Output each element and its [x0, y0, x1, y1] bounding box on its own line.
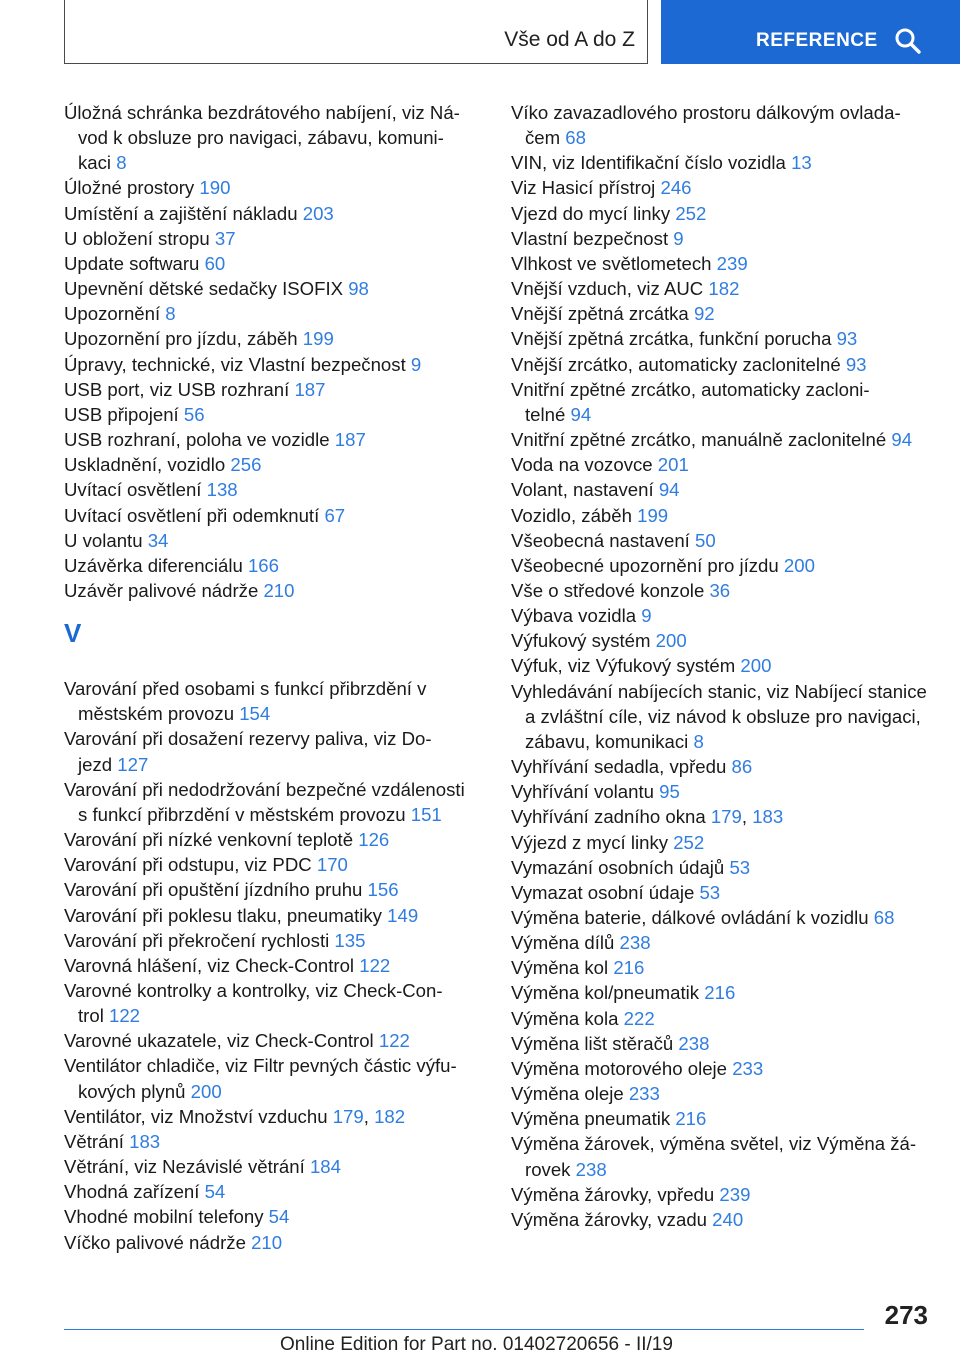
page-ref-link[interactable]: 210: [263, 579, 295, 601]
entry-text: Úložné prostory: [64, 177, 200, 199]
page-ref-link[interactable]: 122: [109, 1005, 141, 1027]
index-entry: [511, 477, 936, 502]
entry-text: Úpravy, technické, viz Vlastní bezpečnost: [64, 353, 411, 375]
page-ref-link[interactable]: 210: [251, 1231, 283, 1253]
index-entry: [511, 603, 936, 628]
entry-text: Vnější zpětná zrcátka, funkční porucha: [511, 328, 837, 350]
entry-text: Varovné ukazatele, viz Check-Control: [64, 1030, 379, 1052]
page-ref-link[interactable]: 190: [199, 177, 231, 199]
page-ref-link[interactable]: 179: [332, 1105, 364, 1127]
page-ref-link[interactable]: 127: [117, 753, 149, 775]
entry-text: Vhodná zařízení: [64, 1181, 205, 1203]
page-ref-link[interactable]: 94: [891, 429, 913, 451]
index-entry: [511, 653, 936, 678]
entry-text: Výměna pneumatik: [511, 1108, 676, 1130]
chapter-title: Vše od A do Z: [504, 28, 635, 51]
index-entry: [511, 276, 936, 301]
entry-text: Výměna oleje: [511, 1083, 629, 1105]
page-ref-link[interactable]: 182: [708, 278, 740, 300]
entry-text: Úložná schránka bezdrátového nabíjení, viz Ná-: [64, 102, 460, 123]
page-ref-link[interactable]: 239: [719, 1183, 751, 1205]
index-entry: [64, 377, 474, 402]
index-entry: [511, 779, 936, 804]
entry-text: městském provozu: [78, 703, 240, 725]
entry-text: U obložení stropu: [64, 227, 215, 249]
page-ref-link[interactable]: 246: [660, 177, 692, 199]
index-entry: [64, 100, 474, 125]
index-entry: [511, 150, 936, 175]
page-ref-link[interactable]: 216: [613, 957, 645, 979]
entry-text: Výbava vozidla: [511, 605, 642, 627]
index-entry: [511, 301, 936, 326]
index-entry: [64, 1204, 474, 1229]
page-ref-link[interactable]: 252: [675, 202, 707, 224]
index-entry: [64, 827, 474, 852]
page-ref-link[interactable]: 9: [673, 227, 684, 249]
entry-text: Vyhledávání nabíjecích stanic, viz Nabíjecí stanice: [511, 680, 927, 702]
page-ref-link[interactable]: 216: [675, 1108, 707, 1130]
entry-text: Vlastní bezpečnost: [511, 227, 674, 249]
page-ref-link[interactable]: 53: [729, 856, 751, 878]
entry-text: Výměna motorového oleje: [511, 1057, 733, 1079]
index-entry: [511, 1182, 936, 1207]
index-entry: [511, 1131, 936, 1156]
page-ref-link[interactable]: 68: [873, 907, 895, 928]
index-entry: [64, 326, 474, 351]
entry-text: Vnější zrcátko, automaticky zaclonitelné: [511, 353, 846, 375]
entry-text: Větrání, viz Nezávislé větrání: [64, 1156, 310, 1178]
page-ref-link[interactable]: 93: [845, 353, 867, 375]
entry-text: Vozidlo, záběh: [511, 504, 638, 526]
entry-text: Vymazání osobních údajů: [511, 856, 730, 878]
entry-text: Vjezd do mycí linky: [511, 202, 676, 224]
entry-text: Výfuk, viz Výfukový systém: [511, 655, 741, 677]
entry-text: U volantu: [64, 529, 148, 551]
index-entry: [511, 578, 936, 603]
index-entry: [64, 1104, 474, 1129]
index-entry: [64, 802, 474, 827]
entry-text: USB rozhraní, poloha ve vozidle: [64, 429, 335, 451]
page-ref-link[interactable]: 151: [410, 803, 442, 825]
index-entry: [64, 226, 474, 251]
section-label: REFERENCE: [756, 30, 878, 51]
page-ref-link[interactable]: 199: [302, 328, 334, 350]
index-entry: [64, 1129, 474, 1154]
page-ref-link[interactable]: 56: [183, 403, 205, 425]
index-entry: [64, 752, 474, 777]
index-entry: [64, 301, 474, 326]
entry-text: Vnitřní zpětné zrcátko, manuálně zaclonitelné: [511, 429, 892, 451]
index-entry: [64, 852, 474, 877]
entry-text: Vhodné mobilní telefony: [64, 1206, 269, 1228]
page-ref-link[interactable]: 183: [129, 1130, 161, 1152]
index-entry: [64, 1053, 474, 1078]
entry-text: Všeobecná nastavení: [511, 529, 696, 551]
index-entry: [64, 777, 474, 802]
page-ref-link[interactable]: 201: [657, 454, 689, 476]
entry-text: Varování před osobami s funkcí přibrzdění v: [64, 678, 427, 700]
entry-text: Výměna kol: [511, 957, 614, 979]
index-entry: [64, 928, 474, 953]
index-entry: [64, 528, 474, 553]
entry-text: Ventilátor, viz Množství vzduchu: [64, 1105, 333, 1127]
index-entry: [64, 201, 474, 226]
page-ref-link[interactable]: 203: [302, 202, 334, 224]
page-ref-link[interactable]: 183: [752, 806, 784, 828]
page-ref-link[interactable]: 166: [247, 554, 279, 576]
entry-text: Výměna lišt stěračů: [511, 1032, 679, 1054]
entry-text: USB připojení: [64, 403, 184, 425]
page-ref-link[interactable]: 187: [294, 378, 326, 400]
entry-text: Vše o středové konzole: [511, 579, 710, 601]
footer-divider: [64, 1329, 864, 1330]
index-entry: [511, 553, 936, 578]
page-ref-link[interactable]: 126: [358, 829, 390, 851]
page-ref-link[interactable]: 94: [658, 479, 680, 501]
page-ref-link[interactable]: 94: [570, 403, 592, 425]
entry-text: Varování při dosažení rezervy paliva, viz Do-: [64, 728, 432, 750]
index-entry: [64, 903, 474, 928]
index-entry: [511, 125, 936, 150]
entry-text: Umístění a zajištění nákladu: [64, 202, 303, 224]
page-ref-link[interactable]: 8: [165, 303, 176, 325]
entry-text: Upozornění: [64, 303, 166, 325]
entry-text: kových plynů: [78, 1080, 191, 1102]
entry-text: ,: [363, 1105, 375, 1127]
index-entry: [511, 804, 936, 829]
entry-text: Varovné kontrolky a kontrolky, viz Check-Con-: [64, 980, 443, 1001]
entry-text: Výměna žárovky, vzadu: [511, 1208, 713, 1230]
page-ref-link[interactable]: 54: [268, 1206, 290, 1228]
entry-text: Upevnění dětské sedačky ISOFIX: [64, 278, 349, 300]
entry-text: Viz Hasicí přístroj: [511, 177, 661, 199]
index-entry: [511, 1056, 936, 1081]
index-entry: [511, 352, 936, 377]
entry-text: Update softwaru: [64, 252, 205, 274]
index-entry: [511, 251, 936, 276]
page-ref-link[interactable]: 184: [309, 1156, 341, 1178]
index-entry: [64, 953, 474, 978]
page-ref-link[interactable]: 199: [637, 504, 669, 526]
index-entry: [511, 175, 936, 200]
page-ref-link[interactable]: 8: [116, 152, 127, 174]
page-ref-link[interactable]: 233: [732, 1057, 764, 1079]
page-ref-link[interactable]: 67: [324, 504, 346, 526]
index-entry: [511, 830, 936, 855]
entry-text: VIN, viz Identifikační číslo vozidla: [511, 152, 792, 174]
index-entry: [511, 402, 936, 427]
entry-text: Varování při nízké venkovní teplotě: [64, 829, 359, 851]
page-ref-link[interactable]: 240: [712, 1208, 744, 1230]
page-ref-link[interactable]: 156: [367, 879, 399, 901]
page-ref-link[interactable]: 36: [709, 579, 731, 601]
page-ref-link[interactable]: 238: [619, 932, 651, 954]
entry-text: Výměna žárovky, vpředu: [511, 1183, 720, 1205]
entry-text: ,: [741, 806, 753, 828]
index-entry: [64, 402, 474, 427]
index-entry: [511, 905, 936, 930]
index-entry: [511, 729, 936, 754]
page-ref-link[interactable]: 68: [565, 127, 586, 149]
page-ref-link[interactable]: 252: [673, 831, 705, 853]
entry-text: Volant, nastavení: [511, 479, 659, 501]
index-entry: [511, 226, 936, 251]
index-entry: [511, 955, 936, 980]
index-entry: [511, 930, 936, 955]
entry-text: Výměna baterie, dálkové ovládání k vozidlu: [511, 907, 874, 928]
page-ref-link[interactable]: 138: [206, 479, 238, 501]
entry-text: Víko zavazadlového prostoru dálkovým ovlada-: [511, 102, 901, 123]
page-ref-link[interactable]: 37: [214, 227, 236, 249]
index-entry: [511, 679, 936, 704]
page-ref-link[interactable]: 86: [731, 756, 753, 778]
entry-text: Uvítací osvětlení při odemknutí: [64, 504, 325, 526]
index-entry: [64, 1079, 474, 1104]
entry-text: Vnější vzduch, viz AUC: [511, 278, 709, 300]
index-entry: [511, 1106, 936, 1131]
entry-text: Varování při překročení rychlosti: [64, 929, 335, 951]
index-entry: [64, 150, 474, 175]
page-ref-link[interactable]: 233: [628, 1083, 660, 1105]
page-ref-link[interactable]: 200: [740, 655, 772, 677]
entry-text: vod k obsluze pro navigaci, zábavu, komuni-: [78, 127, 444, 149]
entry-text: Uzávěr palivové nádrže: [64, 579, 264, 601]
entry-text: Vymazat osobní údaje: [511, 881, 700, 903]
entry-text: Výměna kol/pneumatik: [511, 982, 705, 1004]
entry-text: USB port, viz USB rozhraní: [64, 378, 295, 400]
entry-text: Uvítací osvětlení: [64, 479, 207, 501]
index-entry: [511, 100, 936, 125]
entry-text: Varování při nedodržování bezpečné vzdálenosti: [64, 778, 465, 800]
index-entry: [511, 1157, 936, 1182]
entry-text: Uzávěrka diferenciálu: [64, 554, 248, 576]
entry-text: Výjezd z mycí linky: [511, 831, 674, 853]
entry-text: Větrání: [64, 1130, 130, 1152]
entry-text: Upozornění pro jízdu, záběh: [64, 328, 303, 350]
index-entry: [64, 726, 474, 751]
index-entry: [64, 452, 474, 477]
footer-edition: Online Edition for Part no. 01402720656 - II/19: [280, 1334, 673, 1355]
index-entry: [64, 503, 474, 528]
header-title-box: [64, 0, 648, 64]
page-ref-link[interactable]: 135: [334, 929, 366, 951]
index-entry: [511, 880, 936, 905]
index-entry: [511, 427, 936, 452]
page-ref-link[interactable]: 122: [378, 1030, 410, 1052]
entry-text: rovek: [525, 1158, 576, 1180]
page-ref-link[interactable]: 187: [334, 429, 366, 451]
index-entry: [64, 676, 474, 701]
page-ref-link[interactable]: 200: [655, 630, 687, 652]
index-entry: [511, 1207, 936, 1232]
entry-text: jezd: [78, 753, 118, 775]
page-ref-link[interactable]: 179: [710, 806, 742, 828]
page-ref-link[interactable]: 54: [204, 1181, 226, 1203]
index-entry: [511, 377, 936, 402]
page-ref-link[interactable]: 50: [695, 529, 716, 551]
page-ref-link[interactable]: 200: [783, 554, 815, 576]
page-ref-link[interactable]: 9: [641, 605, 652, 627]
entry-text: s funkcí přibrzdění v městském provozu: [78, 803, 411, 825]
index-entry: [511, 1031, 936, 1056]
entry-text: trol: [78, 1005, 109, 1027]
entry-text: Vyhřívání volantu: [511, 781, 660, 803]
index-entry: [64, 578, 474, 603]
search-icon[interactable]: [894, 27, 922, 55]
index-column-right: [511, 100, 936, 1232]
entry-text: Všeobecné upozornění pro jízdu: [511, 554, 784, 576]
entry-text: Voda na vozovce: [511, 454, 658, 476]
index-entry: [511, 628, 936, 653]
index-entry: [511, 754, 936, 779]
index-entry: [64, 877, 474, 902]
entry-text: Varování při poklesu tlaku, pneumatiky: [64, 904, 388, 926]
index-entry: [64, 701, 474, 726]
page-number: 273: [884, 1300, 928, 1330]
index-entry: [64, 175, 474, 200]
page-ref-link[interactable]: 8: [693, 730, 704, 752]
page-ref-link[interactable]: 149: [387, 904, 419, 926]
index-entry: [64, 477, 474, 502]
index-entry: [64, 251, 474, 276]
page-ref-link[interactable]: 92: [693, 303, 715, 325]
header-section-tab[interactable]: [661, 0, 960, 64]
index-entry: [64, 978, 474, 1003]
entry-text: a zvláštní cíle, viz návod k obsluze pro navigaci,: [525, 705, 921, 727]
index-entry: [64, 1179, 474, 1204]
entry-text: čem: [525, 127, 566, 149]
entry-text: Výměna žárovek, výměna světel, viz Výměna žá-: [511, 1133, 917, 1155]
entry-text: Výfukový systém: [511, 630, 656, 652]
index-entry: [64, 427, 474, 452]
index-entry: [64, 125, 474, 150]
entry-text: Vnější zpětná zrcátka: [511, 303, 694, 325]
page-ref-link[interactable]: 98: [348, 278, 369, 300]
page-ref-link[interactable]: 122: [359, 954, 391, 976]
index-entry: [64, 1230, 474, 1255]
page-ref-link[interactable]: 34: [147, 529, 169, 551]
entry-text: Výměna kola: [511, 1007, 624, 1029]
page-ref-link[interactable]: 200: [190, 1080, 222, 1102]
entry-text: Vyhřívání zadního okna: [511, 806, 711, 828]
entry-text: Vyhřívání sedadla, vpředu: [511, 756, 732, 778]
index-entry: [64, 553, 474, 578]
page-ref-link[interactable]: 222: [623, 1007, 655, 1029]
index-entry: [64, 352, 474, 377]
entry-text: Uskladnění, vozidlo: [64, 454, 231, 476]
index-entry: [64, 1003, 474, 1028]
entry-text: zábavu, komunikaci: [525, 730, 694, 752]
page-ref-link[interactable]: 256: [230, 454, 262, 476]
index-entry: [511, 452, 936, 477]
entry-text: Vlhkost ve světlometech: [511, 252, 717, 274]
entry-text: telné: [525, 403, 571, 425]
index-entry: [64, 1154, 474, 1179]
index-entry: [511, 1081, 936, 1106]
entry-text: Vnitřní zpětné zrcátko, automaticky zacloni-: [511, 378, 870, 400]
entry-text: Ventilátor chladiče, viz Filtr pevných částic výfu-: [64, 1055, 457, 1077]
index-entry: [511, 980, 936, 1005]
page-ref-link[interactable]: 154: [239, 703, 271, 725]
entry-text: Varování při opuštění jízdního pruhu: [64, 879, 368, 901]
index-entry: [511, 201, 936, 226]
entry-text: Varovná hlášení, viz Check-Control: [64, 954, 360, 976]
index-entry: [511, 326, 936, 351]
entry-text: Výměna dílů: [511, 932, 620, 954]
index-entry: [511, 1006, 936, 1031]
page-ref-link[interactable]: 13: [791, 152, 812, 174]
page-ref-link[interactable]: 238: [678, 1032, 710, 1054]
entry-text: kaci: [78, 152, 117, 174]
index-entry: [64, 276, 474, 301]
page-ref-link[interactable]: 93: [836, 328, 858, 350]
index-entry: [511, 704, 936, 729]
entry-text: Víčko palivové nádrže: [64, 1231, 252, 1253]
index-entry: [64, 1028, 474, 1053]
page-ref-link[interactable]: 9: [410, 353, 422, 375]
page-ref-link[interactable]: 216: [704, 982, 736, 1004]
index-entry: [511, 528, 936, 553]
index-entry: [511, 503, 936, 528]
page-ref-link[interactable]: 239: [716, 252, 748, 274]
page-ref-link[interactable]: 60: [204, 252, 226, 274]
page-ref-link[interactable]: 182: [374, 1105, 406, 1127]
page-ref-link[interactable]: 95: [659, 781, 680, 803]
page-ref-link[interactable]: 170: [316, 854, 348, 876]
page-ref-link[interactable]: 238: [575, 1158, 607, 1180]
index-entry: [511, 855, 936, 880]
page-ref-link[interactable]: 53: [699, 881, 721, 903]
section-heading: V: [64, 618, 82, 649]
entry-text: Varování při odstupu, viz PDC: [64, 854, 317, 876]
index-column-left: [64, 100, 474, 1255]
